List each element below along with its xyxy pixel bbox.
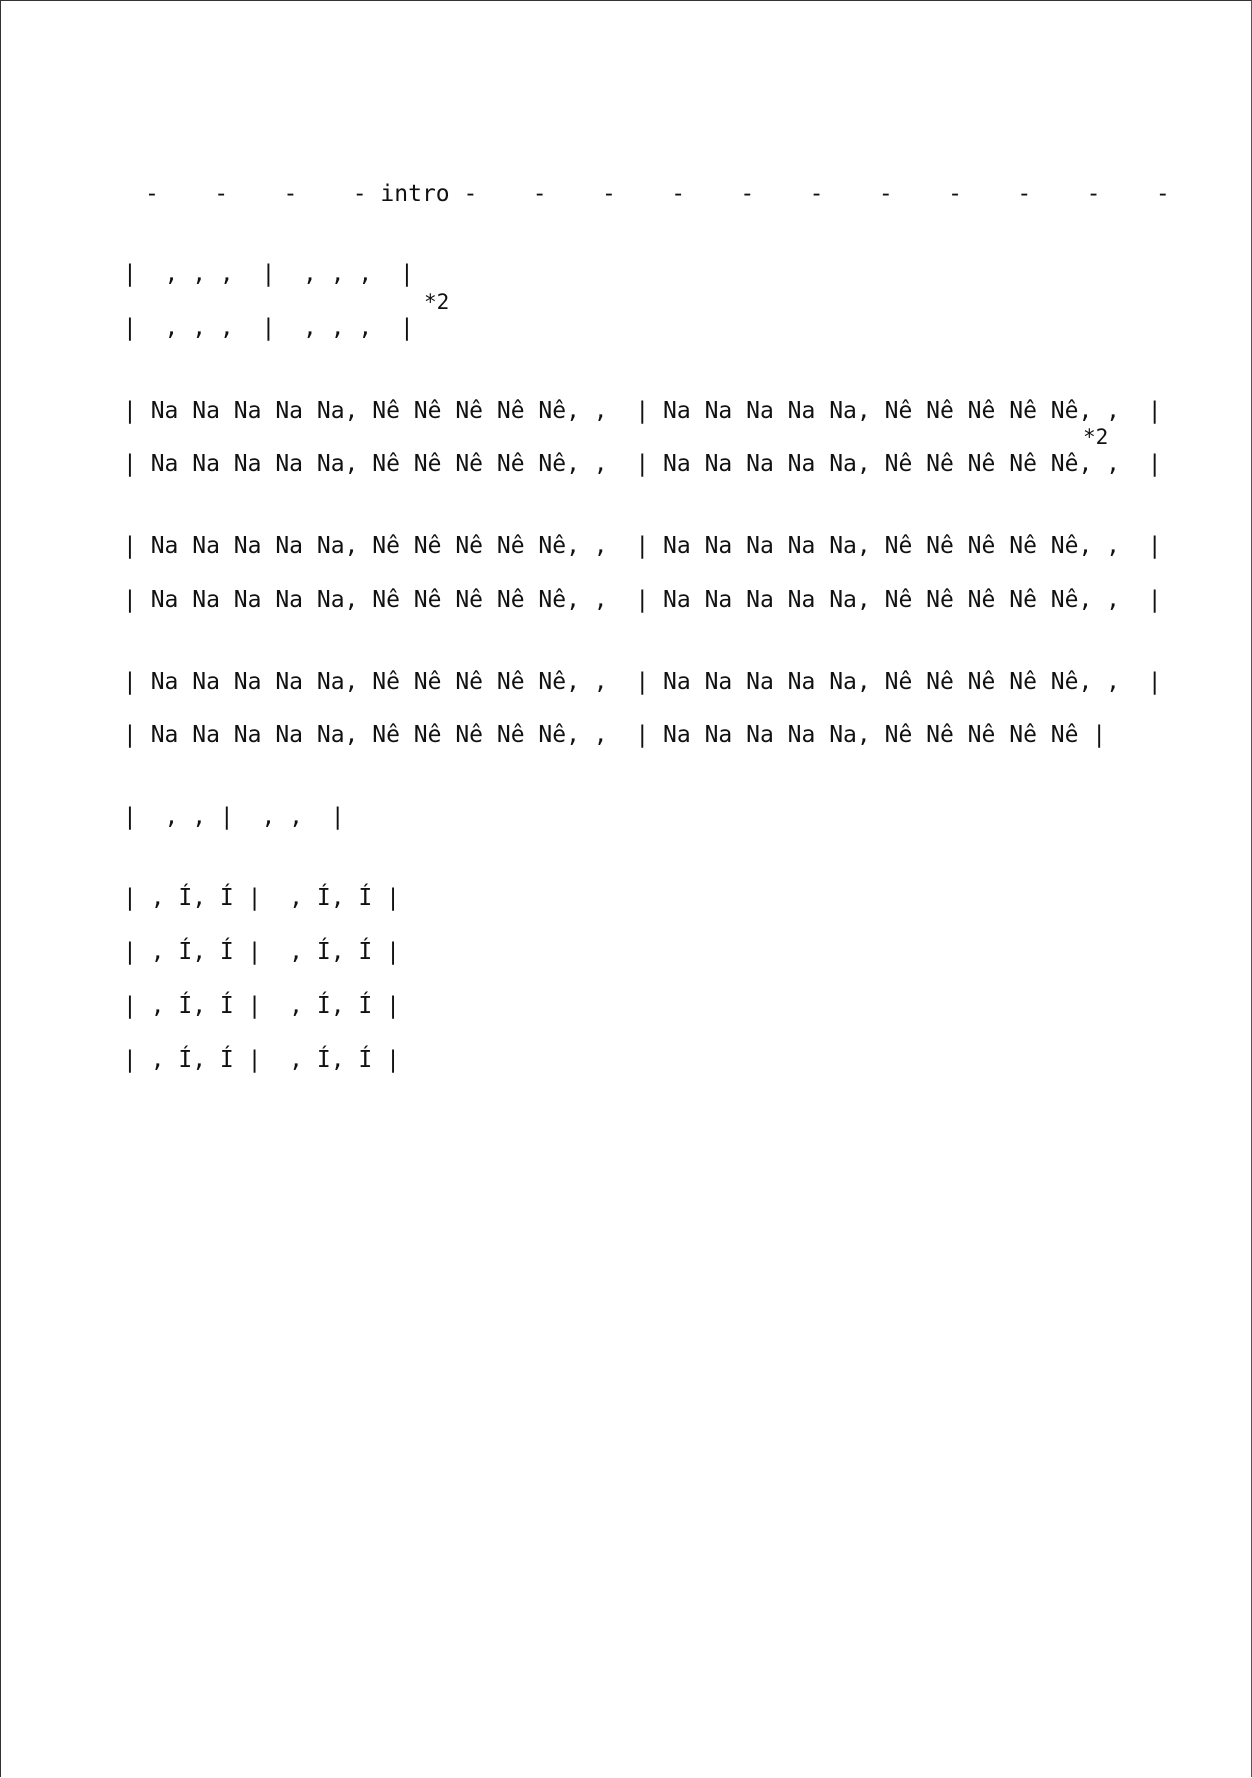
intro-header: - - - - intro - - - - - - - - - - -	[145, 181, 1170, 207]
block1-line-1: | , , , | , , , |	[123, 261, 414, 287]
block6-line-1: | , Í, Í | , Í, Í |	[123, 885, 400, 911]
block6-line-4: | , Í, Í | , Í, Í |	[123, 1047, 400, 1073]
block4-line-1: | Na Na Na Na Na, Nê Nê Nê Nê Nê, , | Na Na Na Na Na, Nê Nê Nê Nê Nê, , |	[123, 669, 1162, 695]
block1-line-2: | , , , | , , , |	[123, 315, 414, 341]
block2-repeat-marker: *2	[1083, 425, 1109, 449]
block6-line-3: | , Í, Í | , Í, Í |	[123, 993, 400, 1019]
block1-repeat-marker: *2	[424, 290, 450, 314]
block3-line-2: | Na Na Na Na Na, Nê Nê Nê Nê Nê, , | Na Na Na Na Na, Nê Nê Nê Nê Nê, , |	[123, 587, 1162, 613]
block3-line-1: | Na Na Na Na Na, Nê Nê Nê Nê Nê, , | Na Na Na Na Na, Nê Nê Nê Nê Nê, , |	[123, 533, 1162, 559]
block2-line-2: | Na Na Na Na Na, Nê Nê Nê Nê Nê, , | Na Na Na Na Na, Nê Nê Nê Nê Nê, , |	[123, 451, 1162, 477]
block4-line-2: | Na Na Na Na Na, Nê Nê Nê Nê Nê, , | Na Na Na Na Na, Nê Nê Nê Nê Nê |	[123, 722, 1107, 748]
block2-line-1: | Na Na Na Na Na, Nê Nê Nê Nê Nê, , | Na Na Na Na Na, Nê Nê Nê Nê Nê, , |	[123, 398, 1162, 424]
block6-line-2: | , Í, Í | , Í, Í |	[123, 939, 400, 965]
block5-line-1: | , , | , , |	[123, 804, 345, 830]
